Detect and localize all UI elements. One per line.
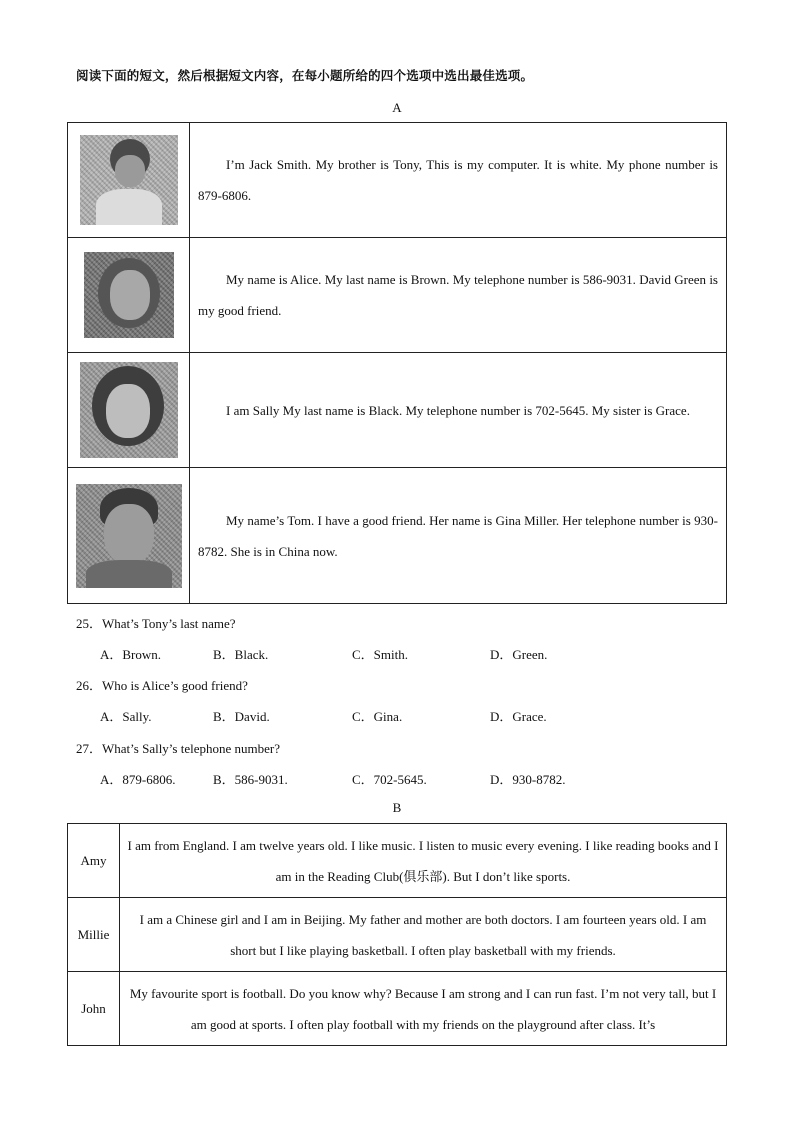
photo-cell xyxy=(68,468,190,604)
option-a[interactable]: A．Sally. xyxy=(100,709,152,724)
option-c[interactable]: C．702-5645. xyxy=(352,772,427,787)
table-row xyxy=(68,238,727,353)
table-row xyxy=(68,468,727,604)
boy-photo xyxy=(76,484,182,588)
photo-cell xyxy=(68,123,190,238)
question-25: 25．What’s Tony’s last name? xyxy=(76,616,236,631)
section-b-title: B xyxy=(392,800,402,815)
photo-cell xyxy=(68,353,190,468)
table-row xyxy=(68,898,727,972)
section-b-table xyxy=(67,823,727,1046)
description-cell xyxy=(190,238,727,353)
instruction-text: 阅读下面的短文，然后根据短文内容，在每小题所给的四个选项中选出最佳选项。 xyxy=(76,68,534,83)
description-text: I am Sally My last name is Black. My telephone number is 702-5645. My sister is Grace. xyxy=(226,402,690,418)
table-row xyxy=(68,123,727,238)
option-a[interactable]: A．Brown. xyxy=(100,647,162,662)
person-description: I am from England. I am twelve years old. I like music. I listen to music every evening. I like reading books and I am in the Reading Club(俱乐部). But I don’t like sports. xyxy=(120,824,727,898)
option-d[interactable]: D．Grace. xyxy=(490,709,547,724)
person-name: Amy xyxy=(68,824,120,898)
girl-photo xyxy=(84,252,174,338)
description-cell xyxy=(190,468,727,604)
person-name: Millie xyxy=(68,898,120,972)
option-b[interactable]: B．Black. xyxy=(213,647,269,662)
girl-photo xyxy=(80,362,178,458)
description-cell xyxy=(190,123,727,238)
description-text: My name’s Tom. I have a good friend. Her name is Gina Miller. Her telephone number is 930-8782. She is in China now. xyxy=(198,512,718,559)
question-27: 27．What’s Sally’s telephone number? xyxy=(76,741,280,756)
option-d[interactable]: D．930-8782. xyxy=(490,772,566,787)
description-cell xyxy=(190,353,727,468)
option-c[interactable]: C．Gina. xyxy=(352,709,403,724)
option-b[interactable]: B．586-9031. xyxy=(213,772,288,787)
option-c[interactable]: C．Smith. xyxy=(352,647,408,662)
table-row xyxy=(68,824,727,898)
option-b[interactable]: B．David. xyxy=(213,709,270,724)
boy-photo xyxy=(80,135,178,225)
table-row xyxy=(68,972,727,1046)
section-a-table xyxy=(67,122,727,604)
description-text: My name is Alice. My last name is Brown. My telephone number is 586-9031. David Green is my good friend. xyxy=(198,272,718,318)
table-row xyxy=(68,353,727,468)
person-description: I am a Chinese girl and I am in Beijing. My father and mother are both doctors. I am fourteen years old. I am short but I like playing basketball. I often play basketball with my friends. xyxy=(120,898,727,972)
photo-cell xyxy=(68,238,190,353)
option-d[interactable]: D．Green. xyxy=(490,647,548,662)
person-description: My favourite sport is football. Do you know why? Because I am strong and I can run fast. I’m not very tall, but I am good at sports. I often play football with my friends on the playground after class. It’s xyxy=(120,972,727,1046)
section-a-title: A xyxy=(392,100,402,115)
option-a[interactable]: A．879-6806. xyxy=(100,772,176,787)
description-text: I’m Jack Smith. My brother is Tony, This is my computer. It is white. My phone number is 879-6806. xyxy=(198,157,718,203)
question-26: 26．Who is Alice’s good friend? xyxy=(76,678,248,693)
person-name: John xyxy=(68,972,120,1046)
